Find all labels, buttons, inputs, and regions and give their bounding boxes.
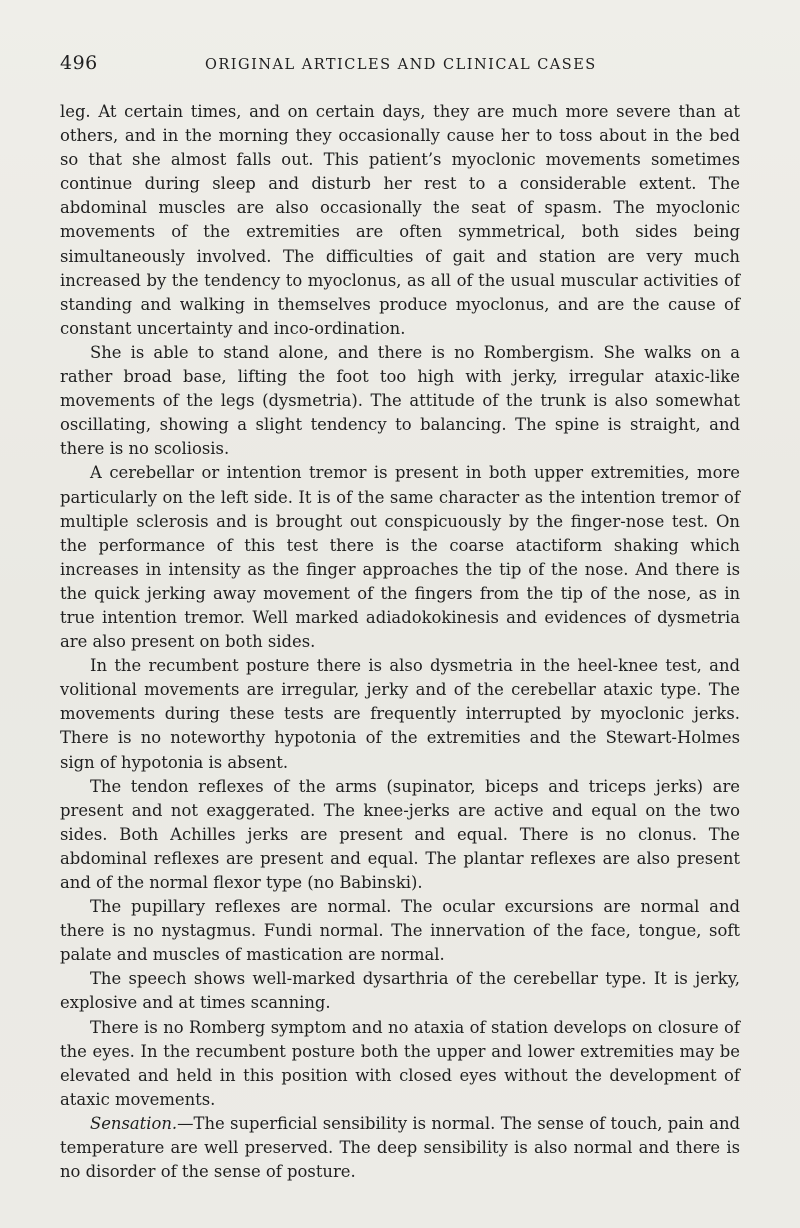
article-body <box>60 100 740 1184</box>
page-number: 496 <box>60 52 98 74</box>
paragraph-recumbent: In the recumbent posture there is also dysmetria in the heel-knee test, and volitional movements are irregular, jerky and of the cerebellar ataxic type. The movements during these tests are frequently interrupted by myoclonic jerks. There is no noteworthy hypotonia of the extremities and the Stewart-Holmes sign of hypotonia is absent. <box>60 656 740 772</box>
page-header <box>60 52 740 82</box>
paragraph-romberg: There is no Romberg symptom and no ataxia of station develops on closure of the eyes. In the recumbent posture both the upper and lower extremities may be elevated and held in this position with closed eyes without the development of ataxic movements. <box>60 1017 740 1109</box>
paragraph-gait: She is able to stand alone, and there is no Rombergism. She walks on a rather broad base, lifting the foot too high with jerky, irregular ataxic-like movements of the legs (dysmetria). The attitude of the trunk is also somewhat oscillating, showing a slight tendency to balancing. The spine is straight, and there is no scoliosis. <box>60 342 740 459</box>
paragraph-sensation <box>60 1112 740 1184</box>
paragraph-reflexes: The tendon reflexes of the arms (supinator, biceps and triceps jerks) are present and not exaggerated. The knee-jerks are active and equal on the two sides. Both Achilles jerks are present and equal. There is no clonus. The abdominal reflexes are present and equal. The plantar reflexes are also present and of the normal flexor type (no Babinski). <box>60 776 740 892</box>
paragraph-myoclonus: leg. At certain times, and on certain days, they are much more severe than at others, and in the morning they occasionally cause her to toss about in the bed so that she almost falls out. This patient’s myoclonic movements sometimes continue during sleep and disturb her rest to a considerable extent. The abdominal muscles are also occasionally the seat of spasm. The myoclonic movements of the extremities are often symmetrical, both sides being simultaneously involved. The difficulties of gait and station are very much increased by the tendency to myoclonus, as all of the usual muscular activities of standing and walking in themselves produce myoclonus, and are the cause of constant uncertainty and inco-ordination. <box>60 102 740 338</box>
running-head: ORIGINAL ARTICLES AND CLINICAL CASES <box>205 57 597 73</box>
paragraph-speech: The speech shows well-marked dysarthria of the cerebellar type. It is jerky, explosive and at times scanning. <box>60 969 740 1013</box>
paragraph-pupillary: The pupillary reflexes are normal. The ocular excursions are normal and there is no nystagmus. Fundi normal. The innervation of the face, tongue, soft palate and muscles of mastication are normal. <box>60 897 740 965</box>
paragraph-tremor: A cerebellar or intention tremor is present in both upper extremities, more particularly on the left side. It is of the same character as the intention tremor of multiple sclerosis and is brought out conspicuously by the finger-nose test. On the performance of this test there is the coarse atactiform shaking which increases in intensity as the finger approaches the tip of the nose. And there is the quick jerking away movement of the fingers from the tip of the nose, as in true intention tremor. Well marked adiadokokinesis and evidences of dysmetria are also present on both sides. <box>60 463 740 652</box>
sensation-text: —The superficial sensibility is normal. The sense of touch, pain and temperature are well preserved. The deep sensibility is also normal and there is no disorder of the sense of posture. <box>60 1113 740 1182</box>
sensation-heading: Sensation. <box>90 1113 178 1133</box>
